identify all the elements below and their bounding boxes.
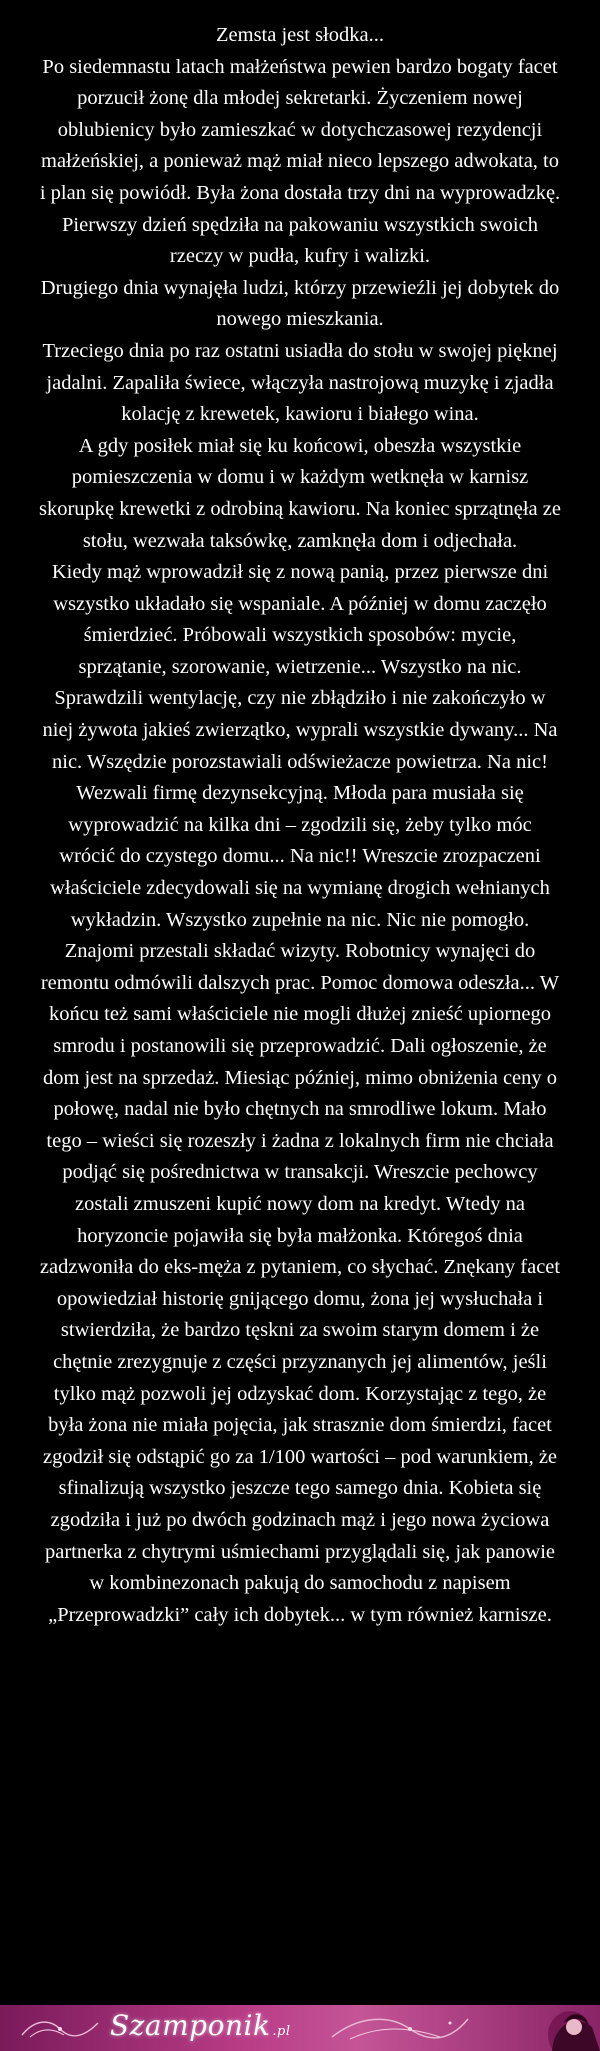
brand-name: Szamponik bbox=[110, 2009, 271, 2042]
swirl-flourish-icon bbox=[20, 2015, 100, 2041]
story-paragraph: Kiedy mąż wprowadził się z nową panią, przez pierwsze dni wszystko układało się wspaniale. A później w domu zaczęło śmierdzieć. Próbowali wszystkich sposobów: mycie, sprzątanie, szorowanie, wietrzenie... Wszystko na nic. Sprawdzili wentylację, czy nie zbłądziło i nie zakończyło w niej żywota jakieś zwierzątko, wyprali wszystkie dywany... Na nic. Wszędzie porozstawiali odświeżacze powietrza. Na nic! Wezwali firmę dezynsekcyjną. Młoda para musiała się wyprowadzić na kilka dni – zgodzili się, żeby tylko móc wrócić do czystego domu... Na nic!! Wreszcie zrozpaczeni właściciele zdecydowali się na wymianę drogich wełnianych wykładzin. Wszystko zupełnie na nic. Nic nie pomogło. Znajomi przestali składać wizyty. Robotnicy wynajęci do remontu odmówili dalszych prac. Pomoc domowa odeszła... W końcu też sami właściciele nie mogli dłużej znieść upiornego smrodu i postanowili się przeprowadzić. Dali ogłoszenie, że dom jest na sprzedaż. Miesiąc później, mimo obniżenia ceny o połowę, nadal nie było chętnych na smrodliwe lokum. Mało tego – wieści się rozeszły i żadna z lokalnych firm nie chciała podjąć się pośrednictwa w transakcji. Wreszcie pechowcy zostali zmuszeni kupić nowy dom na kredyt. Wtedy na horyzoncie pojawiła się była małżonka. Któregoś dnia zadzwoniła do eks-męża z pytaniem, co słychać. Znękany facet opowiedział historię gnijącego domu, żona jej wysłuchała i stwierdziła, że bardzo tęskni za swoim starym domem i że chętnie zrezygnuje z części przyznanych jej alimentów, jeśli tylko mąż pozwoli jej odzyskać dom. Korzystając z tego, że była żona nie miała pojęcia, jak strasznie dom śmierdzi, facet zgodził się odstąpić go za 1/100 wartości – pod warunkiem, że sfinalizują wszystko jeszcze tego samego dnia. Kobieta się zgodziła i już po dwóch godzinach mąż i jego nowa życiowa partnerka z chytrymi uśmiechami przyglądali się, jak panowie w kombinezonach pakują do samochodu z napisem „Przeprowadzki” cały ich dobytek... w tym również karnisze. bbox=[39, 561, 561, 1626]
footer-banner bbox=[0, 2005, 600, 2051]
story-paragraph: Drugiego dnia wynajęła ludzi, którzy przewieźli jej dobytek do nowego mieszkania. bbox=[40, 276, 560, 331]
story-paragraph: A gdy posiłek miał się ku końcowi, obeszła wszystkie pomieszczenia w domu i w każdym wetknęła w karnisz skorupkę krewetki z odrobiną kawioru. Na koniec sprzątnęła ze stołu, wezwała taksówkę, zamknęła dom i odjechała. bbox=[39, 434, 561, 552]
swirl-flourish-icon bbox=[330, 2013, 470, 2043]
brand-logo[interactable] bbox=[110, 2009, 291, 2047]
story-text bbox=[0, 20, 600, 1631]
woman-illustration-icon bbox=[530, 2005, 600, 2051]
story-paragraph: Po siedemnastu latach małżeństwa pewien bardzo bogaty facet porzucił żonę dla młodej sekretarki. Życzeniem nowej oblubienicy było zamieszkać w dotychczasowej rezydencji małżeńskiej, a ponieważ mąż miał nieco lepszego adwokata, to i plan się powiódł. Była żona dostała trzy dni na wyprowadzkę. bbox=[39, 55, 561, 204]
story-title: Zemsta jest słodka... bbox=[216, 24, 384, 46]
story-paragraph: Trzeciego dnia po raz ostatni usiadła do stołu w swojej pięknej jadalni. Zapaliła świece, włączyła nastrojową muzykę i zjadła kolację z krewetek, kawioru i białego wina. bbox=[42, 339, 558, 426]
story-paragraph: Pierwszy dzień spędziła na pakowaniu wszystkich swoich rzeczy w pudła, kufry i walizki. bbox=[62, 213, 538, 268]
brand-tld: .pl bbox=[272, 2024, 291, 2039]
